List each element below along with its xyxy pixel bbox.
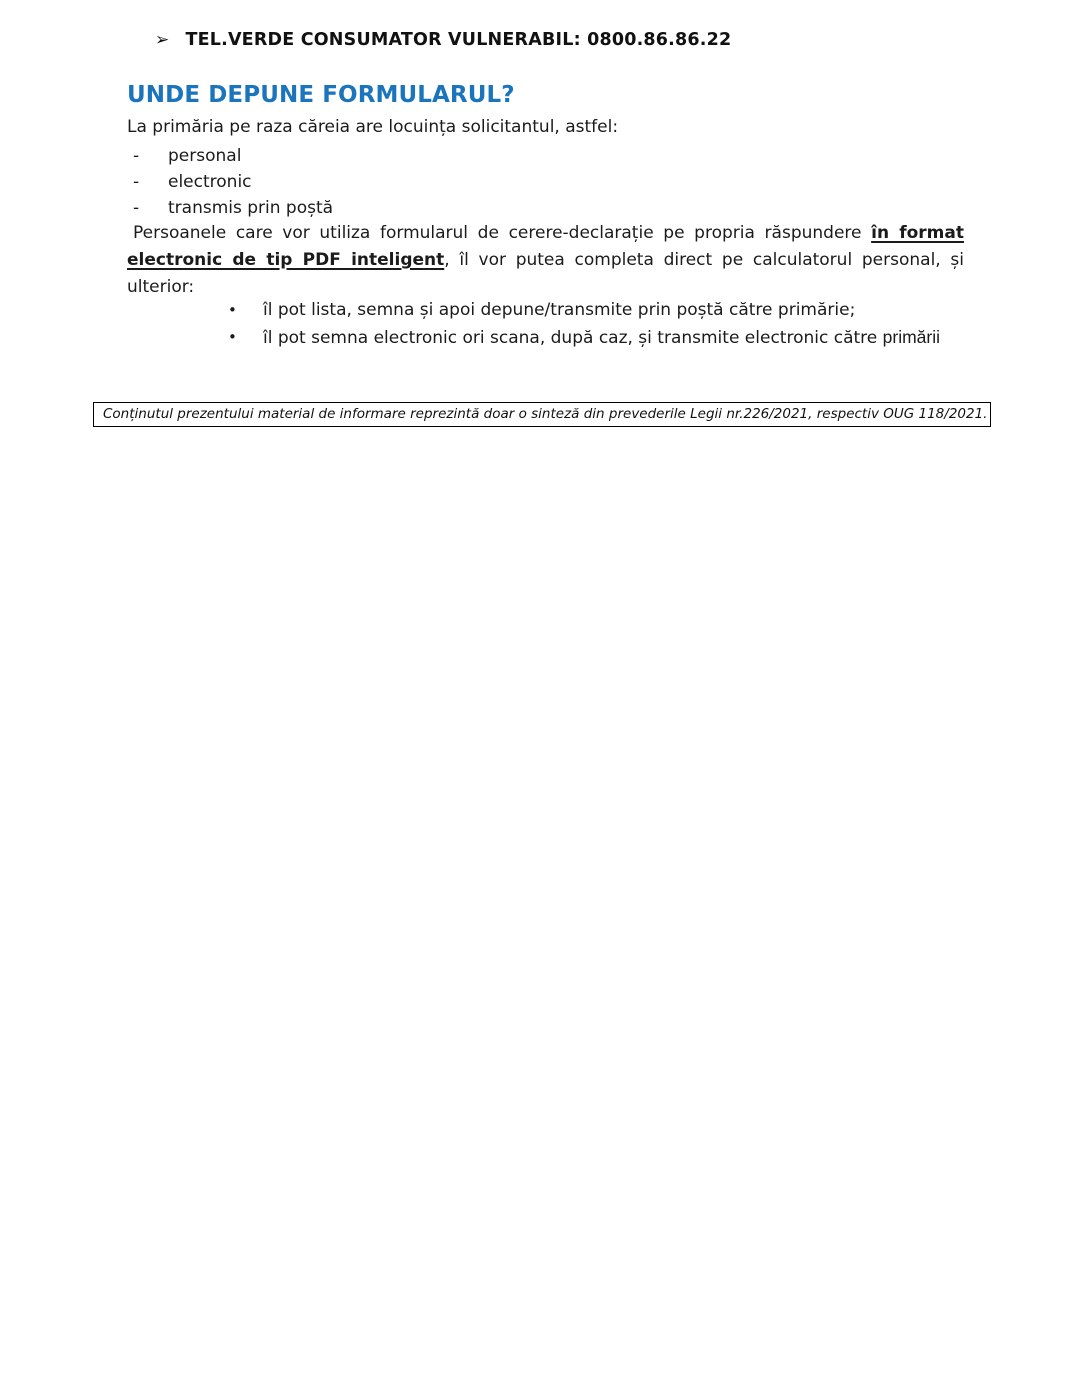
- bullet-list: [228, 297, 940, 352]
- list-item-label: [263, 324, 940, 352]
- body-paragraph: [127, 220, 964, 301]
- list-item: [133, 143, 333, 169]
- paragraph-line: ulterior:: [127, 277, 195, 297]
- emphasized-text: în format: [871, 223, 964, 243]
- list-item-label: transmis prin poștă: [168, 198, 334, 218]
- dash-marker: -: [133, 198, 140, 218]
- bullet-marker: •: [228, 301, 237, 319]
- paragraph-line: [127, 220, 964, 247]
- tel-verde-line: [155, 30, 731, 50]
- emphasized-text: electronic de tip PDF inteligent: [127, 250, 445, 270]
- bullet-marker: •: [228, 328, 237, 346]
- alt-font-word: primării: [882, 327, 941, 347]
- list-item-label: electronic: [168, 172, 252, 192]
- paragraph-text: , îl vor putea completa direct pe calculatorul personal, și: [444, 250, 964, 270]
- paragraph-line: [127, 247, 964, 274]
- section-heading: UNDE DEPUNE FORMULARUL?: [127, 82, 515, 108]
- list-item: [228, 297, 940, 324]
- footer-note-box: [93, 402, 991, 427]
- dash-marker: -: [133, 172, 140, 192]
- dash-marker: -: [133, 146, 140, 166]
- dash-list: [133, 143, 333, 221]
- intro-text: La primăria pe raza căreia are locuința solicitantul, astfel:: [127, 117, 619, 137]
- list-item: [133, 169, 333, 195]
- list-item-label: personal: [168, 146, 242, 166]
- footer-note-text: Conținutul prezentului material de informare reprezintă doar o sinteză din prevederile Legii nr.226/2021, respectiv OUG 118/2021.: [103, 406, 988, 422]
- list-item-label: îl pot lista, semna și apoi depune/transmite prin poștă către primărie;: [263, 300, 856, 320]
- tel-verde-label: TEL.VERDE CONSUMATOR VULNERABIL: 0800.86.86.22: [185, 30, 732, 50]
- list-item-text: îl pot semna electronic ori scana, după caz, și transmite electronic către: [263, 328, 883, 348]
- paragraph-text: Persoanele care vor utiliza formularul de cerere-declarație pe propria răspundere: [133, 223, 872, 243]
- list-item: [228, 324, 940, 352]
- arrowhead-bullet-icon: ➢: [155, 30, 170, 50]
- list-item: [133, 195, 333, 221]
